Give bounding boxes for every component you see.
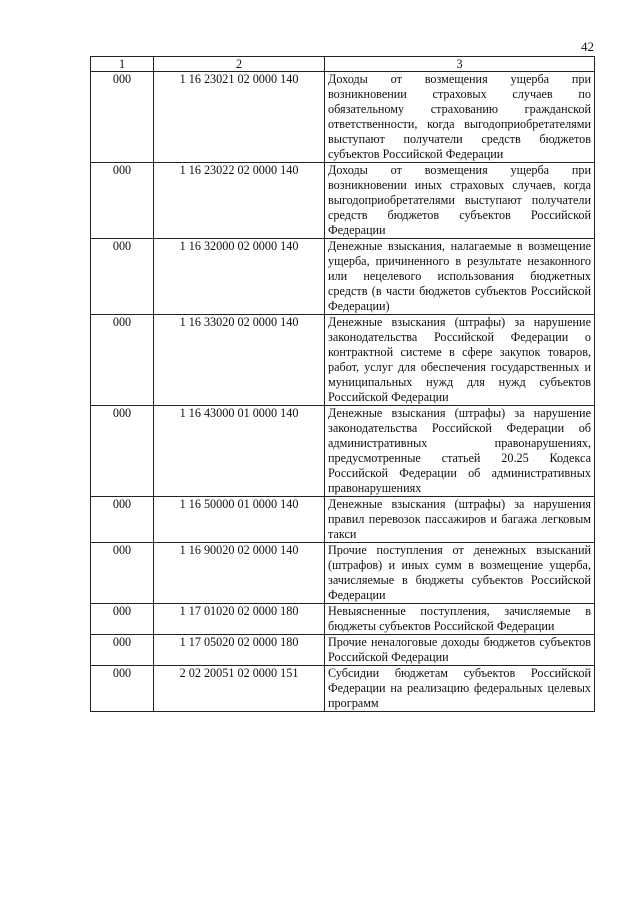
kbk-code-cell: 1 16 33020 02 0000 140 [154, 315, 325, 406]
kbk-code-cell: 1 16 43000 01 0000 140 [154, 406, 325, 497]
kbk-code-cell: 1 17 01020 02 0000 180 [154, 604, 325, 635]
admin-code-cell: 000 [91, 239, 154, 315]
table-row [91, 635, 595, 666]
column-header-1: 1 [91, 57, 154, 72]
admin-code-cell: 000 [91, 604, 154, 635]
table-row [91, 666, 595, 712]
description-cell: Доходы от возмещения ущерба при возникновении иных страховых случаев, когда выгодоприобретателями выступают получатели средств бюджетов субъектов Российской Федерации [325, 163, 595, 239]
table-header-row [91, 57, 595, 72]
description-cell: Денежные взыскания (штрафы) за нарушения правил перевозок пассажиров и багажа легковым такси [325, 497, 595, 543]
table-row [91, 315, 595, 406]
admin-code-cell: 000 [91, 315, 154, 406]
column-header-3: 3 [325, 57, 595, 72]
description-cell: Денежные взыскания, налагаемые в возмещение ущерба, причиненного в результате незаконного или нецелевого использования бюджетных средств (в части бюджетов субъектов Российской Федерации) [325, 239, 595, 315]
table-row [91, 406, 595, 497]
table-row [91, 497, 595, 543]
kbk-code-cell: 1 16 23022 02 0000 140 [154, 163, 325, 239]
admin-code-cell: 000 [91, 497, 154, 543]
description-cell: Доходы от возмещения ущерба при возникновении страховых случаев по обязательному страхованию гражданской ответственности, когда выгодоприобретателями выступают получатели средств бюджетов субъектов Российской Федерации [325, 72, 595, 163]
admin-code-cell: 000 [91, 666, 154, 712]
kbk-code-cell: 1 16 23021 02 0000 140 [154, 72, 325, 163]
kbk-code-cell: 1 16 50000 01 0000 140 [154, 497, 325, 543]
kbk-code-cell: 1 16 90020 02 0000 140 [154, 543, 325, 604]
page-number: 42 [581, 39, 594, 54]
description-cell: Невыясненные поступления, зачисляемые в бюджеты субъектов Российской Федерации [325, 604, 595, 635]
admin-code-cell: 000 [91, 635, 154, 666]
description-cell: Денежные взыскания (штрафы) за нарушение законодательства Российской Федерации об административных правонарушениях, предусмотренные статьей 20.25 Кодекса Российской Федерации об административных правонарушениях [325, 406, 595, 497]
admin-code-cell: 000 [91, 406, 154, 497]
table-row [91, 604, 595, 635]
column-header-2: 2 [154, 57, 325, 72]
admin-code-cell: 000 [91, 543, 154, 604]
budget-codes-table [90, 56, 595, 712]
kbk-code-cell: 1 17 05020 02 0000 180 [154, 635, 325, 666]
description-cell: Денежные взыскания (штрафы) за нарушение законодательства Российской Федерации о контрактной системе в сфере закупок товаров, работ, услуг для обеспечения государственных и муниципальных нужд для нужд субъектов Российской Федерации [325, 315, 595, 406]
description-cell: Прочие поступления от денежных взысканий (штрафов) и иных сумм в возмещение ущерба, зачисляемые в бюджеты субъектов Российской Федерации [325, 543, 595, 604]
admin-code-cell: 000 [91, 72, 154, 163]
kbk-code-cell: 2 02 20051 02 0000 151 [154, 666, 325, 712]
description-cell: Прочие неналоговые доходы бюджетов субъектов Российской Федерации [325, 635, 595, 666]
table-row [91, 163, 595, 239]
table-row [91, 239, 595, 315]
description-cell: Субсидии бюджетам субъектов Российской Федерации на реализацию федеральных целевых программ [325, 666, 595, 712]
admin-code-cell: 000 [91, 163, 154, 239]
kbk-code-cell: 1 16 32000 02 0000 140 [154, 239, 325, 315]
table-row [91, 543, 595, 604]
table-row [91, 72, 595, 163]
